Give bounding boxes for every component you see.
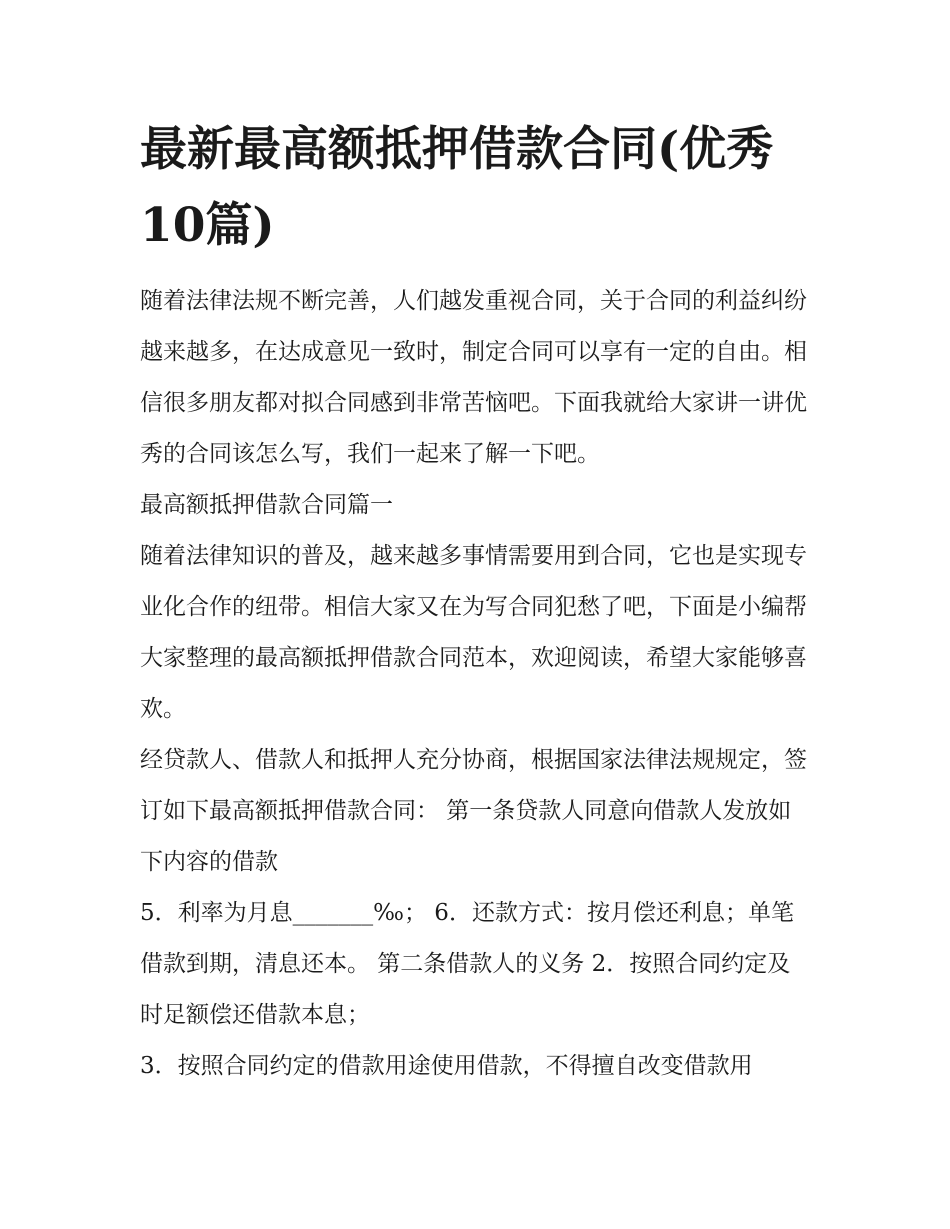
agreement-paragraph: 经贷款人、借款人和抵押人充分协商，根据国家法律法规规定，签订如下最高额抵押借款合同： 第一条贷款人同意向借款人发放如下内容的借款	[140, 747, 807, 875]
document-body	[140, 112, 812, 1092]
terms-paragraph: 5．利率为月息_______‰； 6．还款方式：按月偿还利息；单笔借款到期，清息还本。 第二条借款人的义务 2．按照合同约定及时足额偿还借款本息；	[140, 900, 794, 1028]
obligation-paragraph: 3．按照合同约定的借款用途使用借款，不得擅自改变借款用	[140, 1053, 753, 1079]
section-paragraph: 随着法律知识的普及，越来越多事情需要用到合同，它也是实现专业化合作的纽带。相信大家又在为写合同犯愁了吧，下面是小编帮大家整理的最高额抵押借款合同范本，欢迎阅读，希望大家能够喜欢。	[140, 543, 807, 722]
section-heading: 最高额抵押借款合同篇一	[140, 492, 393, 518]
document-title: 最新最高额抵押借款合同(优秀10篇)	[140, 122, 774, 253]
intro-paragraph: 随着法律法规不断完善，人们越发重视合同，关于合同的利益纠纷越来越多，在达成意见一致时，制定合同可以享有一定的自由。相信很多朋友都对拟合同感到非常苦恼吧。下面我就给大家讲一讲优秀的合同该怎么写，我们一起来了解一下吧。	[140, 288, 807, 467]
